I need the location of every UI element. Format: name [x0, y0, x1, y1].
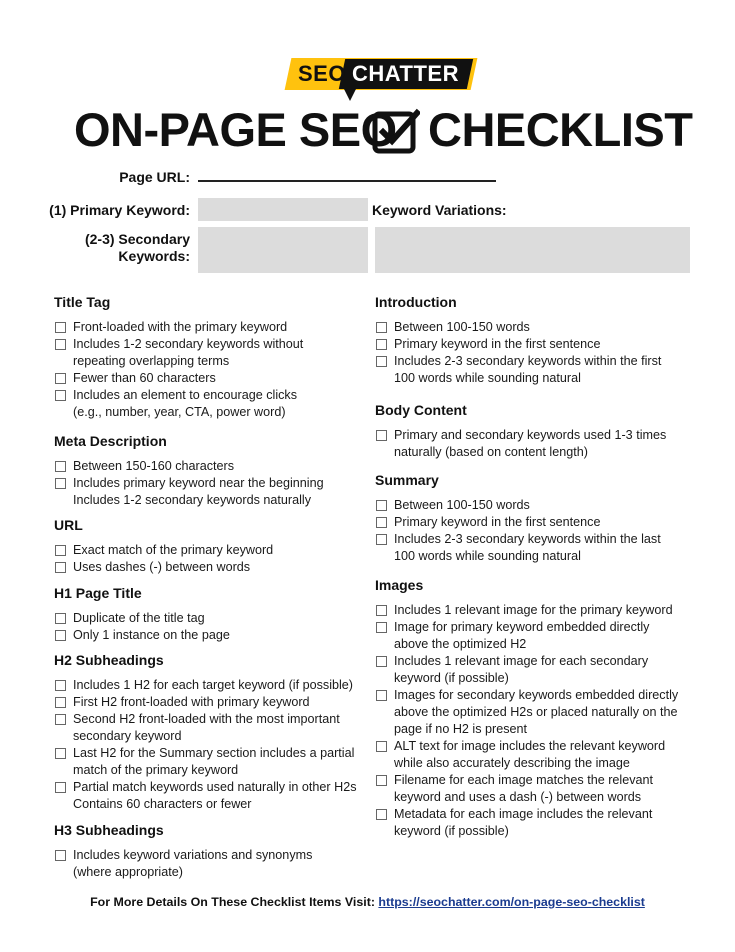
section-title: Images: [375, 577, 424, 593]
checklist-item-text: Includes keyword variations and synonyms: [73, 848, 313, 862]
checklist-checkbox[interactable]: [55, 545, 66, 556]
checklist-checkbox[interactable]: [376, 500, 387, 511]
checklist-item-text: secondary keyword: [73, 729, 182, 743]
section-title: Meta Description: [54, 433, 167, 449]
checklist-item-text: Uses dashes (-) between words: [73, 560, 251, 574]
checklist-item-text: above the optimized H2: [394, 637, 527, 651]
checklist-checkbox[interactable]: [55, 322, 66, 333]
checklist-item-text: Primary and secondary keywords used 1-3 times: [394, 428, 667, 442]
section-title: H2 Subheadings: [54, 652, 164, 668]
keyword-variations-field[interactable]: [375, 227, 690, 273]
footer-link[interactable]: https://seochatter.com/on-page-seo-checklist: [378, 895, 645, 909]
checklist-checkbox[interactable]: [55, 630, 66, 641]
checklist-checkbox[interactable]: [55, 373, 66, 384]
checklist-item-text: Contains 60 characters or fewer: [73, 797, 252, 811]
checklist-checkbox[interactable]: [55, 562, 66, 573]
checklist-checkbox[interactable]: [376, 356, 387, 367]
checklist-item-text: while also accurately describing the image: [394, 756, 630, 770]
checklist-item-text: Includes 2-3 secondary keywords within the last: [394, 532, 661, 546]
checkbox-check-icon: [372, 108, 420, 154]
checklist-item-text: (where appropriate): [73, 865, 183, 879]
checklist-checkbox[interactable]: [55, 613, 66, 624]
checklist-item-text: Only 1 instance on the page: [73, 628, 230, 642]
checklist-item-text: Partial match keywords used naturally in other H2s: [73, 780, 357, 794]
checklist-checkbox[interactable]: [55, 390, 66, 401]
checklist-checkbox[interactable]: [55, 850, 66, 861]
checklist-item-text: Includes 1 H2 for each target keyword (if possible): [73, 678, 353, 692]
brand-logo: [288, 58, 474, 90]
checklist-item-text: Metadata for each image includes the relevant: [394, 807, 653, 821]
checklist-item-text: Second H2 front-loaded with the most important: [73, 712, 340, 726]
checklist-checkbox[interactable]: [376, 322, 387, 333]
checklist-item-text: Front-loaded with the primary keyword: [73, 320, 288, 334]
section-title: URL: [54, 517, 83, 533]
checklist-checkbox[interactable]: [55, 714, 66, 725]
primary-keyword-field[interactable]: [198, 198, 368, 221]
checklist-item-text: keyword (if possible): [394, 671, 509, 685]
checklist-checkbox[interactable]: [55, 697, 66, 708]
logo-speech-tail: [344, 89, 356, 101]
checklist-item-text: repeating overlapping terms: [73, 354, 230, 368]
checklist-item-text: Exact match of the primary keyword: [73, 543, 274, 557]
page-url-field[interactable]: [198, 180, 496, 182]
page-title: [0, 102, 735, 158]
checklist-checkbox[interactable]: [376, 339, 387, 350]
checklist-checkbox[interactable]: [55, 782, 66, 793]
checklist-item-text: match of the primary keyword: [73, 763, 239, 777]
secondary-keywords-label-line1: (2-3) Secondary: [84, 231, 190, 247]
checklist-item-text: Fewer than 60 characters: [73, 371, 216, 385]
checklist-item-text: Includes 1-2 secondary keywords without: [73, 337, 304, 351]
checklist-item-text: Image for primary keyword embedded directly: [394, 620, 650, 634]
checklist-item-text: keyword (if possible): [394, 824, 509, 838]
checklist-checkbox[interactable]: [376, 605, 387, 616]
checklist-item-text: First H2 front-loaded with primary keyword: [73, 695, 310, 709]
checklist-checkbox[interactable]: [55, 680, 66, 691]
footer-text: For More Details On These Checklist Items Visit:: [90, 895, 379, 909]
section-title: H1 Page Title: [54, 585, 142, 601]
checklist-item-text: Duplicate of the title tag: [73, 611, 205, 625]
section-title: Summary: [375, 472, 439, 488]
checklist-checkbox[interactable]: [55, 339, 66, 350]
section-title: Body Content: [375, 402, 467, 418]
checklist-item-text: naturally (based on content length): [394, 445, 588, 459]
section-title: Introduction: [375, 294, 457, 310]
checklist-checkbox[interactable]: [376, 741, 387, 752]
checklist-checkbox[interactable]: [376, 517, 387, 528]
footer: [0, 894, 735, 911]
checklist-item-text: Includes 2-3 secondary keywords within the first: [394, 354, 662, 368]
checklist-item-text: 100 words while sounding natural: [394, 371, 581, 385]
checklist-item-text: keyword and uses a dash (-) between words: [394, 790, 642, 804]
checklist-item-text: Last H2 for the Summary section includes a partial: [73, 746, 355, 760]
title-right: CHECKLIST: [428, 103, 693, 156]
checklist-item-text: Between 150-160 characters: [73, 459, 235, 473]
checklist-checkbox[interactable]: [376, 656, 387, 667]
checklist-item-text: above the optimized H2s or placed naturally on the: [394, 705, 678, 719]
checklist-checkbox[interactable]: [376, 622, 387, 633]
checklist-item-text: Images for secondary keywords embedded directly: [394, 688, 679, 702]
checklist-item-text: Includes primary keyword near the beginning: [73, 476, 324, 490]
checklist-item-text: 100 words while sounding natural: [394, 549, 581, 563]
checklist-item-text: Includes 1 relevant image for the primary keyword: [394, 603, 673, 617]
checklist-item-text: Includes 1 relevant image for each secondary: [394, 654, 649, 668]
logo-chatter-text: CHATTER: [352, 61, 459, 86]
checklist-checkbox[interactable]: [376, 690, 387, 701]
checklist-checkbox[interactable]: [55, 478, 66, 489]
primary-keyword-label: (1) Primary Keyword:: [49, 202, 190, 218]
checklist-checkbox[interactable]: [376, 809, 387, 820]
checklist-checkbox[interactable]: [55, 748, 66, 759]
checklist-checkbox[interactable]: [55, 461, 66, 472]
secondary-keywords-field[interactable]: [198, 227, 368, 273]
checklist-item-text: page if no H2 is present: [394, 722, 528, 736]
checklist-item-text: (e.g., number, year, CTA, power word): [73, 405, 286, 419]
section-title: H3 Subheadings: [54, 822, 164, 838]
checklist-item-text: Filename for each image matches the relevant: [394, 773, 654, 787]
checklist-item-text: Between 100-150 words: [394, 320, 530, 334]
checklist-item-text: ALT text for image includes the relevant keyword: [394, 739, 666, 753]
checklist-item-text: Includes 1-2 secondary keywords naturally: [73, 493, 312, 507]
title-left: ON-PAGE SEO: [74, 103, 397, 156]
checklist-item-text: Primary keyword in the first sentence: [394, 337, 601, 351]
keyword-variations-label: Keyword Variations:: [372, 202, 507, 218]
checklist-checkbox[interactable]: [376, 430, 387, 441]
page-url-label: Page URL:: [119, 169, 190, 185]
logo-seo-text: SEO: [298, 61, 346, 86]
checklist-checkbox[interactable]: [376, 775, 387, 786]
checklist-item-text: Includes an element to encourage clicks: [73, 388, 298, 402]
checklist-item-text: Between 100-150 words: [394, 498, 530, 512]
checklist-checkbox[interactable]: [376, 534, 387, 545]
checklist-item-text: Primary keyword in the first sentence: [394, 515, 601, 529]
secondary-keywords-label-line2: Keywords:: [118, 248, 190, 264]
section-title: Title Tag: [54, 294, 111, 310]
